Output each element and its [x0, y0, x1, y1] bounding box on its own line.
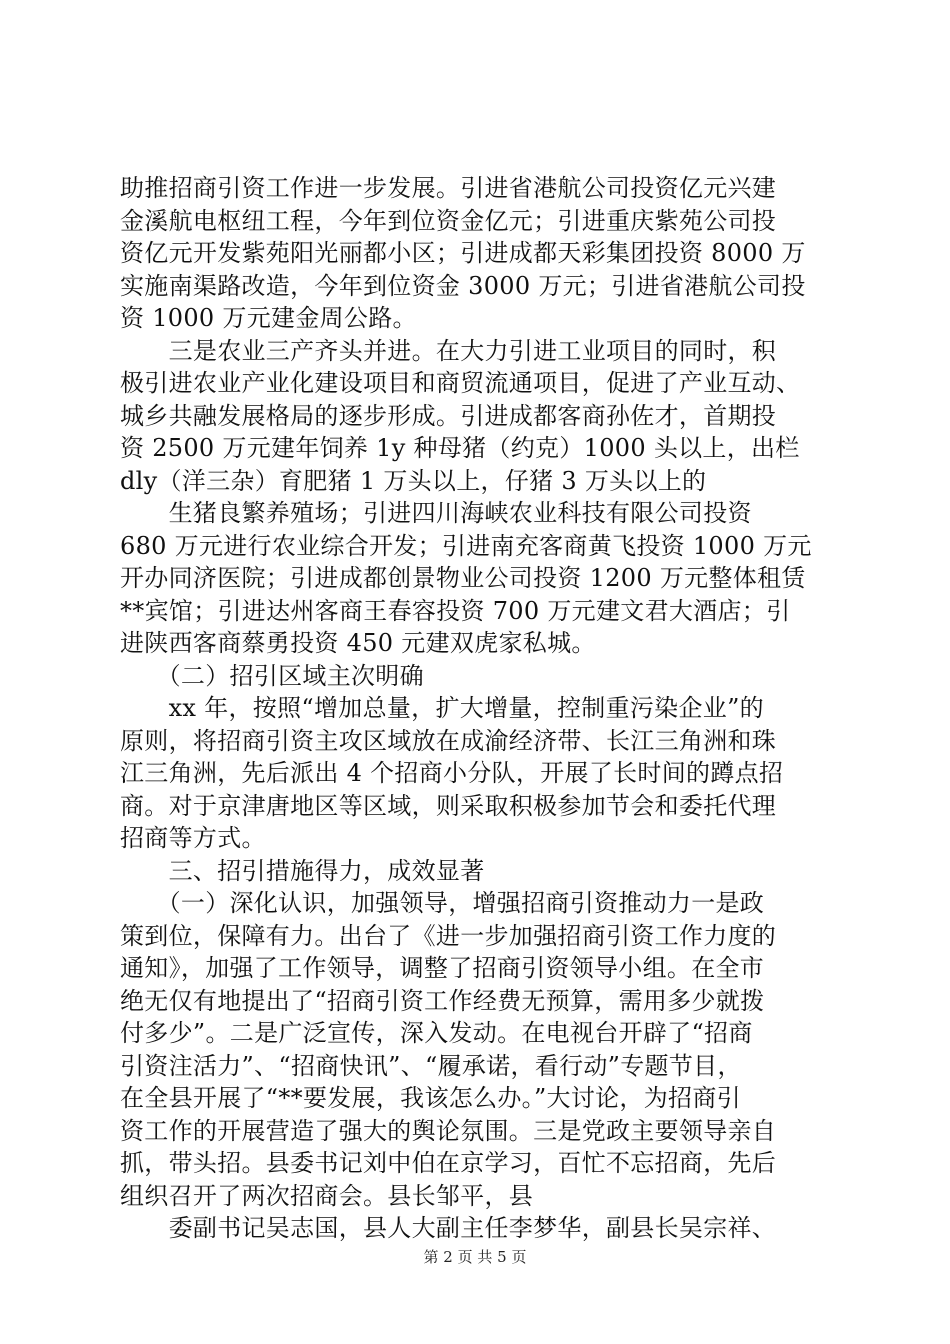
body-text-line: 资 1000 万元建金周公路。	[120, 304, 417, 332]
body-text-line: 资 2500 万元建年饲养 1y 种母猪（约克）1000 头以上，出栏	[120, 434, 800, 462]
body-text-line: 助推招商引资工作进一步发展。引进省港航公司投资亿元兴建	[120, 174, 777, 202]
body-text-line: 江三角洲，先后派出 4 个招商小分队，开展了长时间的蹲点招	[120, 759, 784, 787]
body-text-line: dly（洋三杂）育肥猪 1 万头以上，仔猪 3 万头以上的	[120, 466, 707, 495]
body-text-line: 招商等方式。	[120, 824, 266, 852]
body-text-line: 付多少”。二是广泛宣传，深入发动。在电视台开辟了“招商	[120, 1019, 753, 1047]
body-text-line: 生猪良繁养殖场；引进四川海峡农业科技有限公司投资	[120, 499, 752, 527]
body-text-line: 进陕西客商蔡勇投资 450 元建双虎家私城。	[120, 629, 596, 657]
body-text-line: 通知》，加强了工作领导，调整了招商引资领导小组。在全市	[120, 954, 765, 982]
body-text-line: 绝无仅有地提出了“招商引资工作经费无预算，需用多少就拨	[120, 986, 765, 1015]
body-text-line: 680 万元进行农业综合开发；引进南充客商黄飞投资 1000 万元	[120, 531, 812, 560]
body-text-line: 商。对于京津唐地区等区域，则采取积极参加节会和委托代理	[120, 791, 777, 820]
body-text-line: 在全县开展了“**要发展，我该怎么办。”大讨论，为招商引	[120, 1084, 741, 1112]
page-footer: 第 2 页 共 5 页	[423, 1248, 527, 1266]
body-text-line: 资亿元开发紫苑阳光丽都小区；引进成都天彩集团投资 8000 万	[120, 239, 806, 267]
body-text-line: xx 年，按照“增加总量，扩大增量，控制重污染企业”的	[120, 694, 764, 722]
body-text-line: 三、招引措施得力，成效显著	[120, 856, 485, 885]
body-text-line: 开办同济医院；引进成都创景物业公司投资 1200 万元整体租赁	[120, 564, 806, 592]
body-text-line: 城乡共融发展格局的逐步形成。引进成都客商孙佐才，首期投	[120, 401, 777, 430]
document-body	[120, 172, 840, 1245]
body-text-line: 原则，将招商引资主攻区域放在成渝经济带、长江三角洲和珠	[120, 726, 777, 755]
body-text-line: 实施南渠路改造，今年到位资金 3000 万元；引进省港航公司投	[120, 271, 806, 300]
body-text-line: 资工作的开展营造了强大的舆论氛围。三是党政主要领导亲自	[120, 1116, 777, 1145]
body-text-line: （二）招引区域主次明确	[120, 661, 424, 690]
body-text-line: **宾馆；引进达州客商王春容投资 700 万元建文君大酒店；引	[120, 596, 791, 625]
body-text-line: 委副书记吴志国，县人大副主任李梦华，副县长吴宗祥、	[120, 1214, 777, 1242]
body-text-line: 三是农业三产齐头并进。在大力引进工业项目的同时，积	[120, 336, 777, 365]
body-text-line: 金溪航电枢纽工程，今年到位资金亿元；引进重庆紫苑公司投	[120, 206, 777, 235]
body-text-line: 组织召开了两次招商会。县长邹平，县	[120, 1181, 534, 1210]
body-text-line: 极引进农业产业化建设项目和商贸流通项目，促进了产业互动、	[120, 369, 801, 397]
body-text-line: （一）深化认识，加强领导，增强招商引资推动力一是政	[120, 889, 765, 917]
body-text-line: 引资注活力”、“招商快讯”、“履承诺，看行动”专题节目，	[120, 1051, 742, 1080]
body-text-line: 抓，带头招。县委书记刘中伯在京学习，百忙不忘招商，先后	[120, 1149, 777, 1177]
body-text-line: 策到位，保障有力。出台了《进一步加强招商引资工作力度的	[120, 921, 777, 950]
